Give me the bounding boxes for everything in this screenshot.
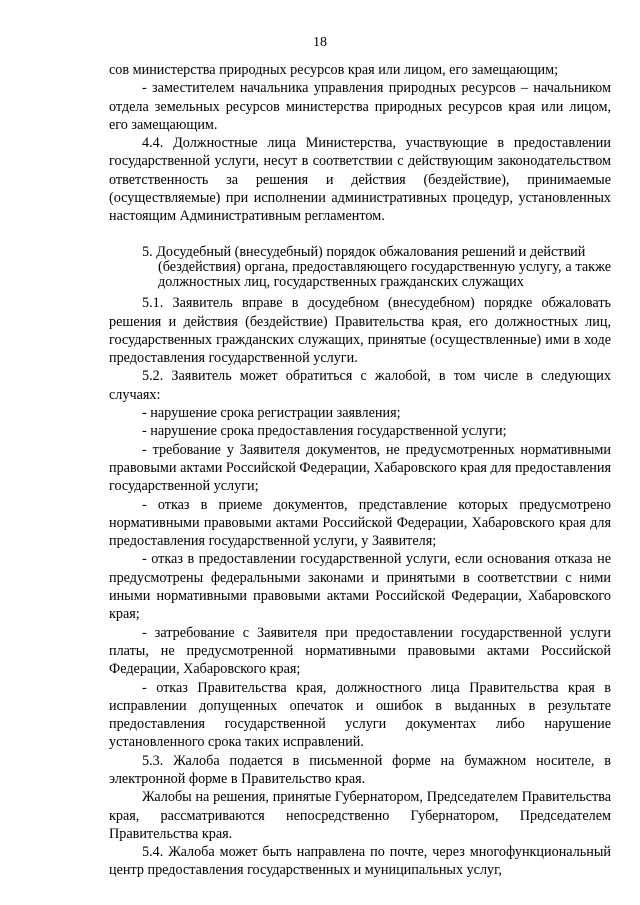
paragraph-continuation: сов министерства природных ресурсов края или лицом, его замещающим;	[109, 62, 559, 78]
document-body	[109, 61, 611, 880]
section-heading-line2: (бездействия) органа, предоставляющего государственную услугу, а также должностных лиц, государственных гражданских служащих	[158, 258, 611, 291]
list-item: - нарушение срока предоставления государственной услуги;	[142, 423, 507, 440]
paragraph-5-2: 5.2. Заявитель может обратиться с жалобой, в том числе в следующих случаях:	[109, 368, 611, 403]
list-item: - отказ Правительства края, должностного лица Правительства края в исправлении допущенных опечаток и ошибок в выданных в результате предоставления государственной услуги документах либо нарушение установленного срока таких исправлений.	[109, 679, 611, 751]
paragraph-5-4: 5.4. Жалоба может быть направлена по почте, через многофункциональный центр предоставления государственных и муниципальных услуг,	[109, 844, 611, 879]
page-number: 18	[313, 35, 327, 50]
list-item: - отказ в предоставлении государственной услуги, если основания отказа не предусмотрены федеральными законами и принятыми в соответствии с ними иными нормативными правовыми актами Российской Федерации, Хабаровского края;	[109, 551, 611, 623]
paragraph-4-4: 4.4. Должностные лица Министерства, участвующие в предоставлении государственной услуги, несут в соответствии с действующим законодательством ответственность за решения и действия (бездействие), принимаемые (осуществляемые) при исполнении административных процедур, установленных настоящим Административным регламентом.	[109, 135, 611, 225]
list-item: - отказ в приеме документов, представление которых предусмотрено нормативными правовыми актами Российской Федерации, Хабаровского края для предоставления государственной услуги, у Заявителя;	[109, 496, 611, 550]
paragraph-5-1: 5.1. Заявитель вправе в досудебном (внесудебном) порядке обжаловать решения и действия (бездействие) Правительства края, его должностных лиц, государственных гражданских служащих, принятые (осуществленные) ими в ходе предоставления государственной услуги.	[109, 295, 611, 367]
paragraph-5-3: 5.3. Жалоба подается в письменной форме на бумажном носителе, в электронной форме в Правительство края.	[109, 752, 611, 787]
list-item: - заместителем начальника управления природных ресурсов – начальником отдела земельных ресурсов министерства природных ресурсов края или лицом, его замещающим.	[109, 80, 611, 133]
list-item: - затребование с Заявителя при предоставлении государственной услуги платы, не предусмотренной нормативными правовыми актами Российской Федерации, Хабаровского края;	[109, 624, 611, 678]
section-heading-line1: 5. Досудебный (внесудебный) порядок обжалования решений и действий	[142, 243, 586, 260]
list-item: - требование у Заявителя документов, не предусмотренных нормативными правовыми актами Российской Федерации, Хабаровского края для предоставления государственной услуги;	[109, 441, 611, 495]
list-item: - нарушение срока регистрации заявления;	[142, 405, 401, 422]
section-heading-5	[109, 245, 611, 291]
paragraph: Жалобы на решения, принятые Губернатором, Председателем Правительства края, рассматриваются непосредственно Губернатором, Председателем Правительства края.	[109, 789, 611, 842]
